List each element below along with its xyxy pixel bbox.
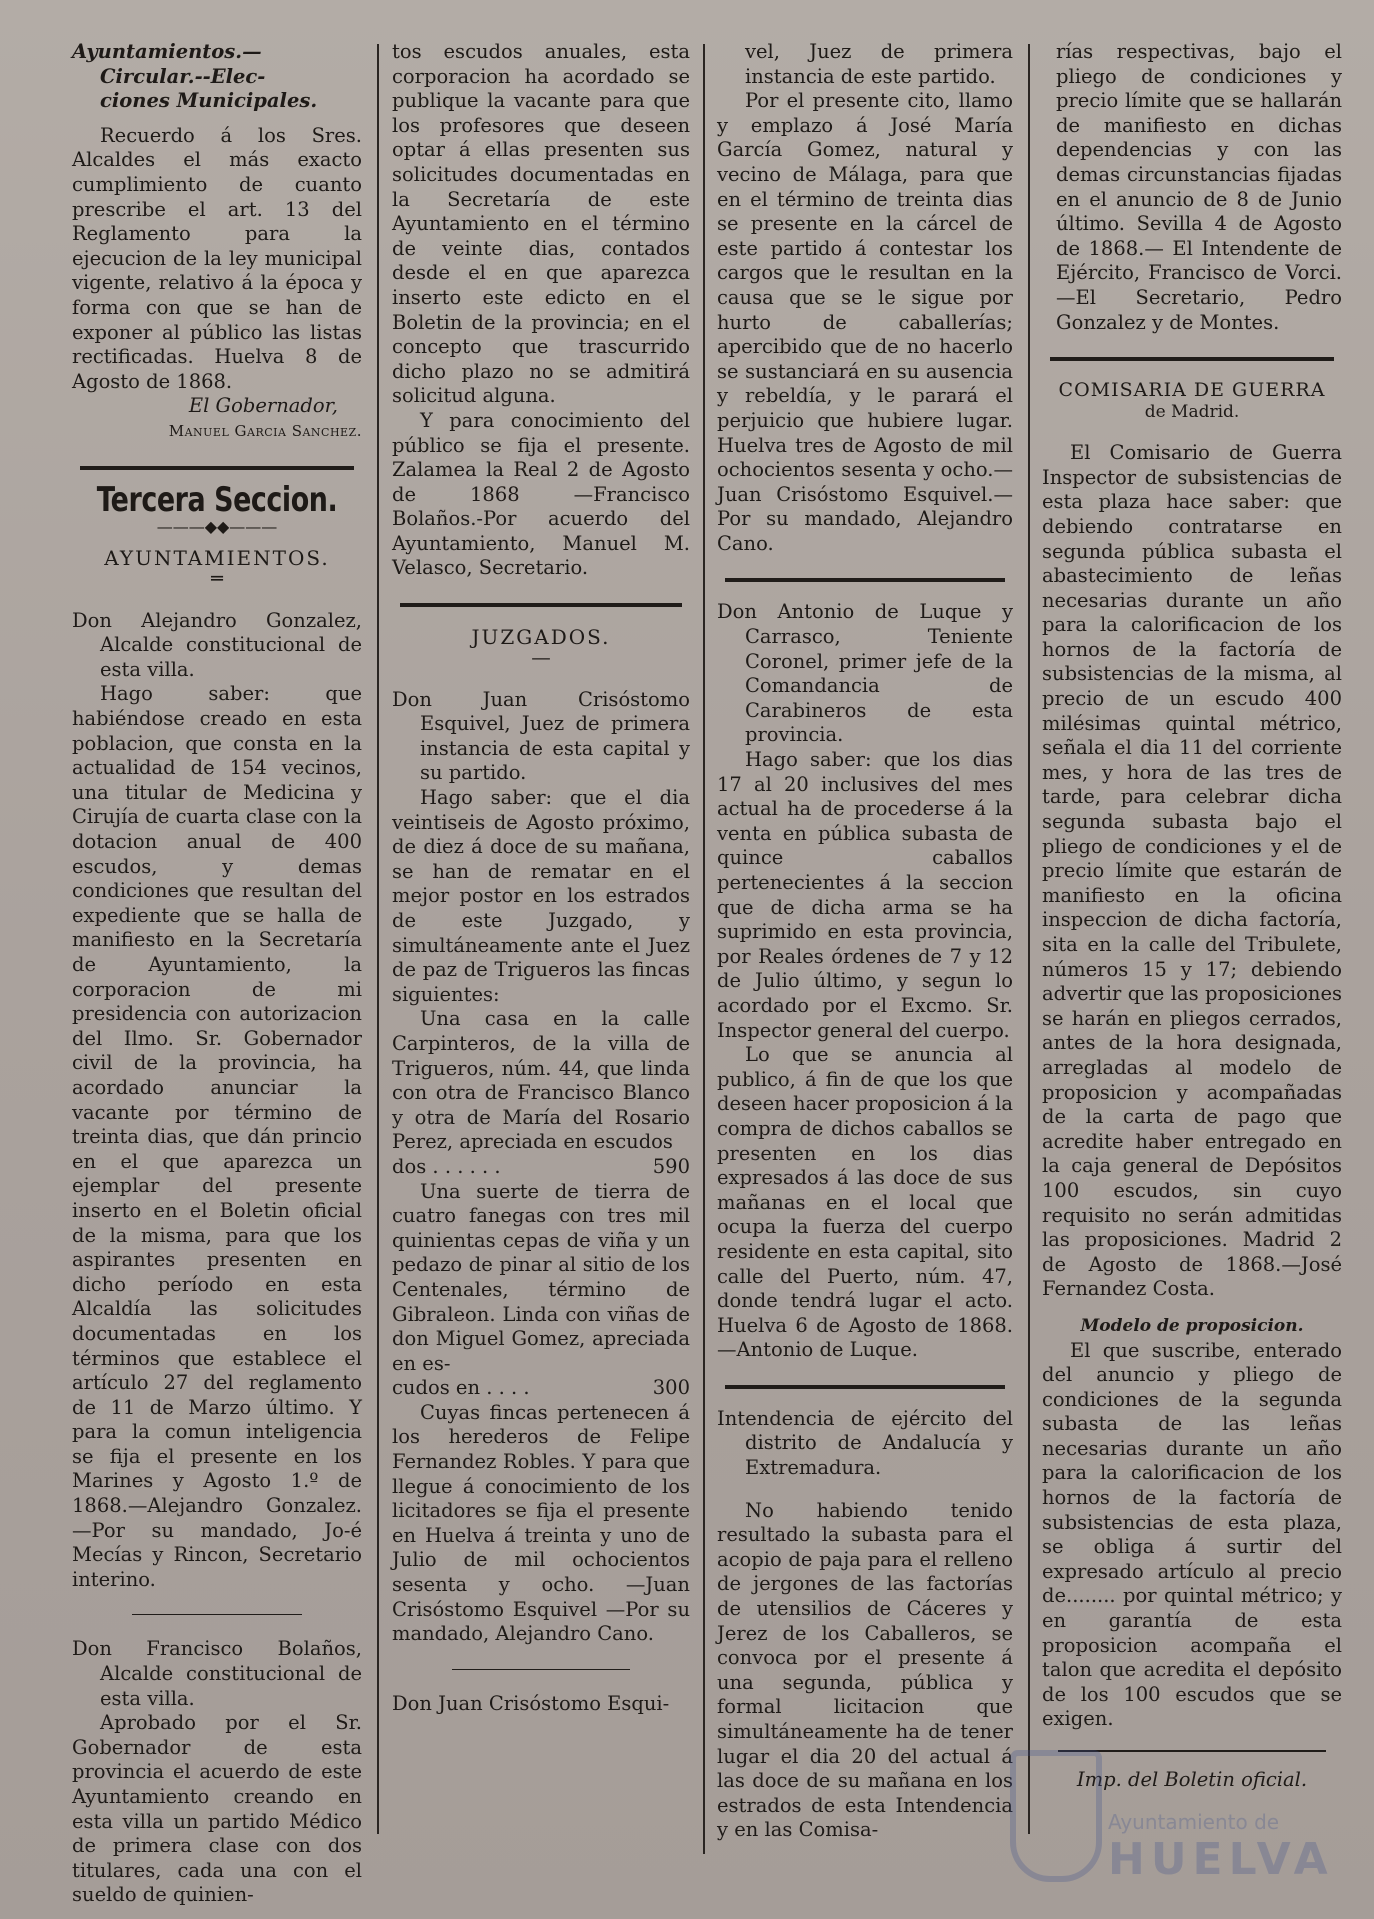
finca2-text: Una suerte de tierra de cuatro fanegas con tres mil quinientas cepas de viña y un pedazo de pinar al sitio de los Centenales, término de Gibraleon. Linda con viñas de don Miguel Gomez, apreciada en es-	[392, 1179, 690, 1375]
juez2-intro: Don Juan Crisóstomo Esqui-	[392, 1691, 670, 1715]
crest-icon	[1010, 1750, 1102, 1882]
circular-title	[72, 40, 362, 114]
intendencia-body: No habiendo tenido resultado la subasta para el acopio de paja para el relleno de jergones de las factorías de utensilios de Cáceres y Jerez de los Caballeros, se convoca por el presente á una segunda, pública y formal licitacion que simultáneamente ha de tener lugar el dia 20 del actual á las doce de su mañana en los estrados de esta Intendencia y en las Comisa-	[717, 1498, 1013, 1842]
imprint: Imp. del Boletin oficial.	[1076, 1768, 1308, 1791]
finca1-amount: 590	[652, 1154, 690, 1178]
ayuntamientos-heading: AYUNTAMIENTOS.	[104, 546, 330, 571]
finca1-leader: dos . . . . . .	[392, 1154, 501, 1178]
juez-intro: Don Juan Crisóstomo Esquivel, Juez de primera instancia de esta capital y su partido.	[392, 687, 690, 785]
ornament: ———◆◆———	[156, 517, 278, 537]
edict2-close: Y para conocimiento del público se fija el presente. Zalamea la Real 2 de Agosto de 1868 —Francisco Bolaños.-Por acuerdo del Ayuntamiento, Manuel M. Velasco, Secretario.	[392, 408, 690, 580]
juez2-body: Por el presente cito, llamo y emplazo á José María García Gomez, natural y vecino de Málaga, para que en el término de treinta dias se presente en la cárcel de este partido á contestar los cargos que le resultan en la causa que se le sigue por hurto de caballerías; apercibido que de no hacerlo se sustanciará en su ausencia y rebeldía, y le parará el perjuicio que hubiere lugar. Huelva tres de Agosto de mil ochocientos sesenta y ocho.—Juan Crisóstomo Esquivel.—Por su mandado, Alejandro Cano.	[717, 89, 1013, 555]
modelo-body: El que suscribe, enterado del anuncio y pliego de condiciones de la segunda subasta de las leñas necesarias durante un año para la calorificacion de los hornos de la factoría de subsistencias de esta plaza, se obliga á surtir del expresado artículo al precio de........ por quintal métrico; y en garantía de esta proposicion acompaña el talon que acredita el depósito de los 100 escudos que se exigen.	[1042, 1338, 1342, 1731]
watermark-main: HUELVA	[1108, 1834, 1334, 1885]
finca2-leader: cudos en . . . .	[392, 1376, 530, 1400]
divider	[725, 578, 1005, 582]
divider	[452, 1669, 630, 1670]
divider	[132, 1614, 302, 1615]
edict1-intro: Don Alejandro Gonzalez, Alcalde constitucional de esta villa.	[72, 608, 362, 681]
juez-body: Hago saber: que el dia veintiseis de Agosto próximo, de diez á doce de su mañana, se han de rematar en el mejor postor en los estrados de este Juzgado, y simultáneamente ante el Juez de paz de Trigueros las fincas siguientes:	[392, 786, 690, 1006]
column-rule	[703, 44, 705, 1854]
circular-body: Recuerdo á los Sres. Alcaldes el más exacto cumplimiento de cuanto prescribe el art. 13 del Reglamento para la ejecucion de la ley municipal vigente, relativo á la época y forma con que se han de exponer al público las listas rectificadas. Huelva 8 de Agosto de 1868.	[72, 123, 362, 393]
juzgados-dash: —	[531, 645, 551, 669]
divider	[725, 1385, 1005, 1389]
heading-dash: ═	[211, 566, 223, 590]
intendencia-continuation: rías respectivas, bajo el pliego de condiciones y precio límite que se hallarán de manifiesto en dichas dependencias y con las demas circunstancias fijadas en el anuncio de 8 de Junio último. Sevilla 4 de Agosto de 1868.— El Intendente de Ejército, Francisco de Vorci.—El Secretario, Pedro Gonzalez y de Montes.	[1056, 40, 1342, 334]
finca1-amount-line	[392, 1155, 690, 1180]
comisaria-body: El Comisario de Guerra Inspector de subsistencias de esta plaza hace saber: que debiendo contratarse en segunda pública subasta el abastecimiento de leñas necesarias durante un año para la calorificacion de los hornos de la factoría de subsistencias de la misma, al precio de un escudo 400 milésimas quintal métrico, señala el dia 11 del corriente mes, y hora de las tres de tarde, para celebrar dicha segunda subasta bajo el pliego de condiciones y el de precio límite que estarán de manifiesto en la oficina inspeccion de dicha factoría, sita en la calle del Tribulete, números 15 y 17; debiendo advertir que las proposiciones se harán en pliegos cerrados, antes de la hora designada, arregladas al modelo de proposicion y acompañadas de la carta de pago que acredite haber entregado en la caja general de Depósitos 100 escudos, sin cuyo requisito no serán admitidas las proposiciones. Madrid 2 de Agosto de 1868.—José Fernandez Costa.	[1042, 441, 1342, 1301]
divider	[80, 466, 354, 470]
section-title: Tercera Seccion.	[96, 479, 338, 520]
juez-close: Cuyas fincas pertenecen á los herederos de Felipe Fernandez Robles. Y para que llegue á conocimiento de los licitadores se fija el presente en Huelva á treinta y uno de Julio de mil ochocientos sesenta y ocho. —Juan Crisóstomo Esquivel —Por su mandado, Alejandro Cano.	[392, 1400, 690, 1646]
modelo-heading: Modelo de proposicion.	[1080, 1315, 1304, 1336]
watermark	[990, 1730, 1334, 1885]
luque-intro: Don Antonio de Luque y Carrasco, Teniente Coronel, primer jefe de la Comandancia de Carabineros de esta provincia.	[717, 600, 1013, 747]
comisaria-heading: COMISARIA DE GUERRA	[1058, 379, 1326, 402]
edict1-body: Hago saber: que habiéndose creado en esta poblacion, que consta en la actualidad de 154 vecinos, una titular de Medicina y Cirujía de cuarta clase con la dotacion anual de 400 escudos, y demas condiciones que resultan del expediente que se halla de manifiesto en la Secretaría de Ayuntamiento, la corporacion de mi presidencia con autorizacion del Ilmo. Sr. Gobernador civil de la provincia, ha acordado anunciar la vacante por término de treinta dias, que dán princio en el que aparezca un ejemplar del presente inserto en el Boletin oficial de la misma, para que los aspirantes presenten en dicho período en esta Alcaldía las solicitudes documentadas en los términos que establece el artículo 27 del reglamento de 11 de Marzo último. Y para la comun inteligencia se fija el presente en los Marines y Agosto 1.º de 1868.—Alejandro Gonzalez. —Por su mandado, Jo-é Mecías y Rincon, Secretario interino.	[72, 682, 362, 1591]
circular-title-line1: Ayuntamientos.—Circular.--Elec-	[72, 40, 266, 88]
column-2	[392, 40, 690, 1716]
finca2-amount-line	[392, 1376, 690, 1401]
luque-close: Lo que se anuncia al publico, á fin de que los que deseen hacer proposicion á la compra de dichos caballos se presenten en los dias expresados á las doce de sus mañanas en el local que ocupa la fuerza del cuerpo residente en esta capital, sito calle del Puerto, núm. 47, donde tendrá lugar el acto. Huelva 6 de Agosto de 1868.—Antonio de Luque.	[717, 1043, 1013, 1362]
finca2-amount: 300	[652, 1376, 690, 1400]
edict2-body: Aprobado por el Sr. Gobernador de esta provincia el acuerdo de este Ayuntamiento creando en esta villa un partido Médico de primera clase con dos titulares, cada una con el sueldo de quinien-	[72, 1711, 362, 1907]
column-1	[72, 40, 362, 1908]
juez2-continuation: vel, Juez de primera instancia de este partido.	[745, 40, 1013, 88]
circular-title-line2: ciones Municipales.	[100, 89, 318, 113]
intendencia-heading: Intendencia de ejército del distrito de Andalucía y Extremadura.	[717, 1406, 1013, 1480]
column-4	[1042, 40, 1342, 1793]
signer-name: Manuel Garcia Sanchez.	[168, 421, 362, 440]
edict2-continuation: tos escudos anuales, esta corporacion ha acordado se publique la vacante para que los profesores que deseen optar á ellas presenten sus solicitudes documentadas en la Secretaría de este Ayuntamiento en el término de veinte dias, contados desde el en que aparezca inserto este edicto en el Boletin de la provincia; en el concepto que trascurrido dicho plazo no se admitirá solicitud alguna.	[392, 40, 690, 408]
finca1-text: Una casa en la calle Carpinteros, de la villa de Trigueros, núm. 44, que linda con otra de Francisco Blanco y otra de María del Rosario Perez, apreciada en escudos	[392, 1007, 690, 1154]
divider	[1050, 357, 1334, 361]
divider	[400, 603, 682, 607]
juzgados-heading: JUZGADOS.	[471, 625, 611, 650]
column-rule	[377, 44, 379, 1834]
column-rule	[1028, 44, 1030, 1834]
edict2-intro: Don Francisco Bolaños, Alcalde constitucional de esta villa.	[72, 1637, 362, 1710]
watermark-sub: Ayuntamiento de	[1108, 1810, 1280, 1834]
signer-role: El Gobernador,	[188, 394, 338, 418]
column-3	[717, 40, 1013, 1843]
comisaria-sub: de Madrid.	[1144, 402, 1240, 423]
luque-body: Hago saber: que los dias 17 al 20 inclusives del mes actual ha de procederse á la venta en pública subasta de quince caballos pertenecientes á la seccion que de dicha arma se ha suprimido en esta provincia, por Reales órdenes de 7 y 12 de Julio último, y segun lo acordado por el Excmo. Sr. Inspector general del cuerpo.	[717, 748, 1013, 1042]
